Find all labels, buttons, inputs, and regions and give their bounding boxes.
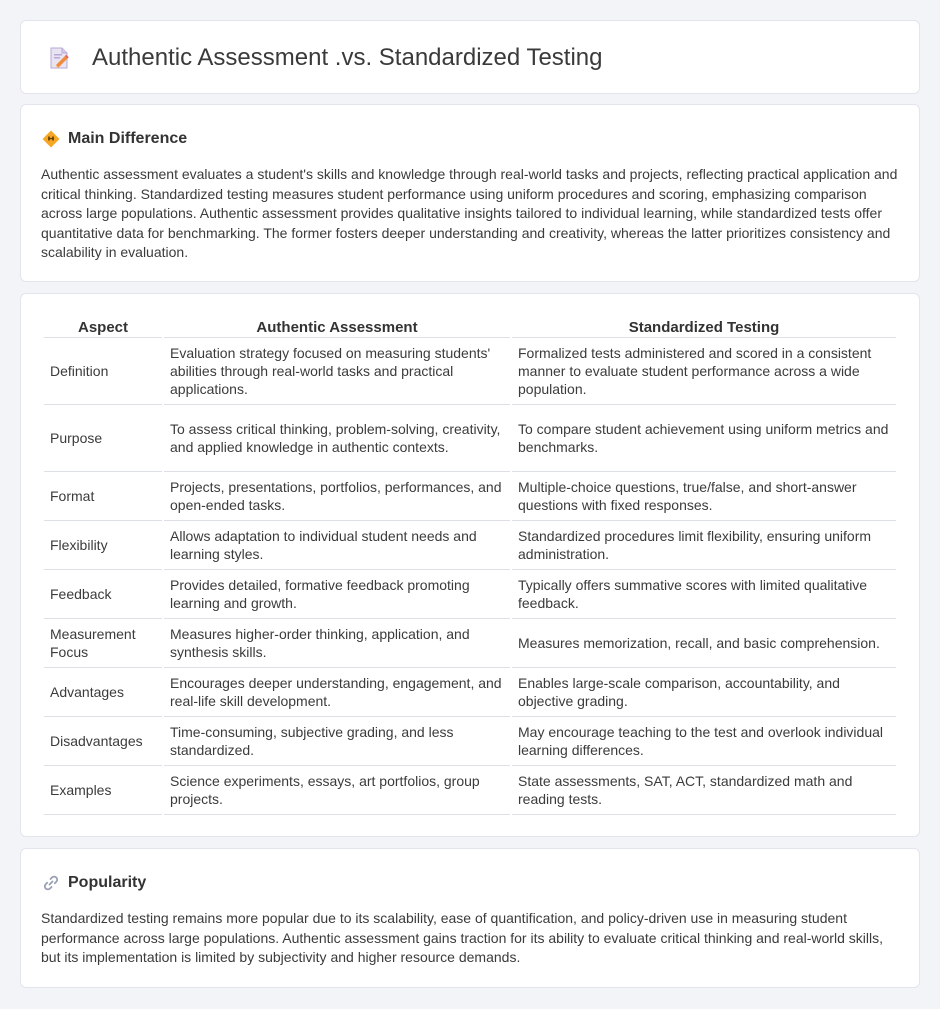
authentic-cell: Time-consuming, subjective grading, and less standardized. [164,717,510,766]
authentic-cell: Science experiments, essays, art portfolios, group projects. [164,766,510,815]
header-card [20,20,920,94]
authentic-cell: Measures higher-order thinking, application, and synthesis skills. [164,619,510,668]
comparison-table [42,316,898,815]
table-header-row [44,316,896,338]
table-row [44,570,896,619]
table-row [44,619,896,668]
page-title: Authentic Assessment .vs. Standardized Testing [92,44,603,71]
table-row [44,405,896,472]
popularity-heading: Popularity [68,874,147,891]
column-header-standardized: Standardized Testing [512,316,896,338]
diamond-warning-icon [42,130,60,148]
aspect-cell: Definition [44,338,162,405]
aspect-cell: Format [44,472,162,521]
link-icon [42,874,60,892]
main-difference-text: Authentic assessment evaluates a student's skills and knowledge through real-world tasks and projects, reflecting practical application and critical thinking. Standardized testing measures student performance using uniform procedures and scoring, emphasizing comparison across large populations. Authentic assessment provides qualitative insights tailored to individual learning, while standardized tests offer quantitative data for benchmarking. The former fosters deeper understanding and creativity, whereas the latter prioritizes consistency and scalability in evaluation. [41,166,898,261]
aspect-cell: Flexibility [44,521,162,570]
table-row [44,766,896,815]
standardized-cell: Typically offers summative scores with limited qualitative feedback. [512,570,896,619]
popularity-text: Standardized testing remains more popular due to its scalability, ease of quantification, and policy-driven use in measuring student performance across large populations. Authentic assessment gains traction for its ability to evaluate critical thinking and real-world skills, but its implementation is limited by subjectivity and higher resource demands. [41,910,883,966]
column-header-authentic: Authentic Assessment [164,316,510,338]
main-difference-card [20,104,920,282]
main-difference-heading: Main Difference [68,130,188,147]
standardized-cell: Standardized procedures limit flexibility, ensuring uniform administration. [512,521,896,570]
aspect-cell: Disadvantages [44,717,162,766]
authentic-cell: To assess critical thinking, problem-solving, creativity, and applied knowledge in authentic contexts. [164,405,510,472]
document-pencil-icon [47,46,71,70]
aspect-cell: Measurement Focus [44,619,162,668]
authentic-cell: Provides detailed, formative feedback promoting learning and growth. [164,570,510,619]
column-header-aspect: Aspect [44,316,162,338]
standardized-cell: To compare student achievement using uniform metrics and benchmarks. [512,405,896,472]
standardized-cell: May encourage teaching to the test and overlook individual learning differences. [512,717,896,766]
standardized-cell: Enables large-scale comparison, accountability, and objective grading. [512,668,896,717]
comparison-card [20,293,920,837]
main-difference-header [42,128,187,150]
standardized-cell: Multiple-choice questions, true/false, and short-answer questions with fixed responses. [512,472,896,521]
aspect-cell: Examples [44,766,162,815]
table-row [44,472,896,521]
standardized-cell: Formalized tests administered and scored in a consistent manner to evaluate student performance across a wide population. [512,338,896,405]
authentic-cell: Encourages deeper understanding, engagement, and real-life skill development. [164,668,510,717]
popularity-card [20,848,920,988]
aspect-cell: Purpose [44,405,162,472]
standardized-cell: Measures memorization, recall, and basic comprehension. [512,619,896,668]
table-row [44,521,896,570]
table-row [44,338,896,405]
popularity-header [42,872,146,894]
authentic-cell: Allows adaptation to individual student needs and learning styles. [164,521,510,570]
aspect-cell: Feedback [44,570,162,619]
standardized-cell: State assessments, SAT, ACT, standardized math and reading tests. [512,766,896,815]
table-row [44,668,896,717]
table-row [44,717,896,766]
authentic-cell: Evaluation strategy focused on measuring students' abilities through real-world tasks and practical applications. [164,338,510,405]
aspect-cell: Advantages [44,668,162,717]
authentic-cell: Projects, presentations, portfolios, performances, and open-ended tasks. [164,472,510,521]
